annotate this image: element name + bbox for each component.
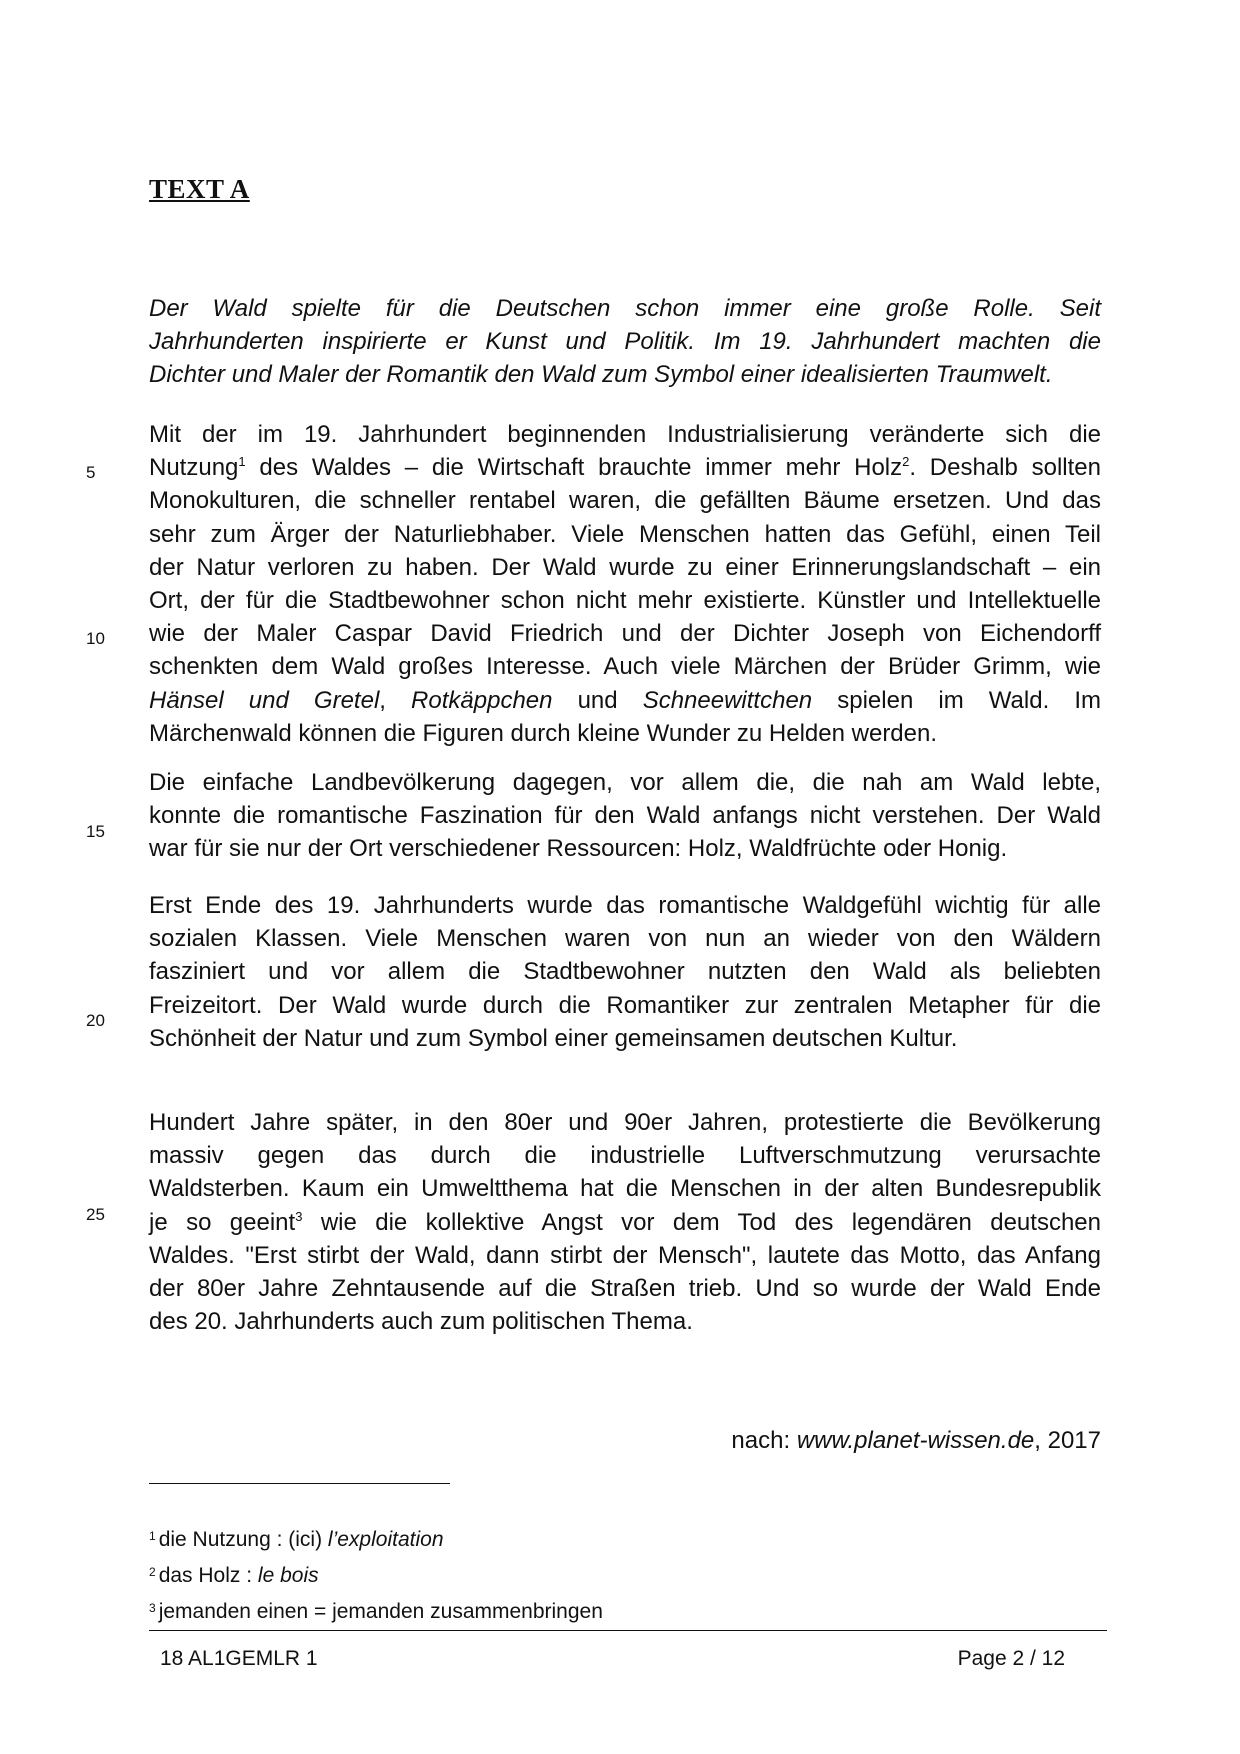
text-line: der 80er Jahre Zehntausende auf die Straßen trieb. Und so wurde der Wald Ende [149, 1274, 1101, 1302]
text-line: Ort, der für die Stadtbewohner schon nicht mehr existierte. Künstler und Intellektuelle [149, 586, 1101, 614]
fairy-tale-title: Rotkäppchen [411, 686, 553, 714]
page-title: TEXT A [149, 174, 250, 204]
text-line: Märchenwald können die Figuren durch kleine Wunder zu Helden werden. [149, 719, 938, 747]
exam-code: 18 AL1GEMLR 1 [160, 1647, 318, 1670]
paragraph-4 [149, 1106, 1101, 1338]
text-line: der Natur verloren zu haben. Der Wald wurde zu einer Erinnerungslandschaft – ein [149, 553, 1101, 581]
line-number: 25 [86, 1205, 105, 1224]
text-line: Waldes. "Erst stirbt der Wald, dann stirbt der Mensch", lautete das Motto, das Anfang [149, 1241, 1101, 1269]
text-line: Die einfache Landbevölkerung dagegen, vor allem die, die nah am Wald lebte, [149, 769, 1101, 796]
text-line: war für sie nur der Ort verschiedener Ressourcen: Holz, Waldfrüchte oder Honig. [149, 835, 1008, 863]
text-line: Waldsterben. Kaum ein Umweltthema hat die Menschen in der alten Bundesrepublik [149, 1175, 1101, 1203]
paragraph-1 [149, 418, 1101, 750]
line-number: 5 [86, 463, 96, 482]
text-line: wie der Maler Caspar David Friedrich und der Dichter Joseph von Eichendorff [149, 620, 1101, 648]
line-number: 15 [86, 822, 105, 841]
text-line: massiv gegen das durch die industrielle Luftverschmutzung verursachte [149, 1142, 1101, 1170]
source-citation: nach: www.planet-wissen.de, 2017 [731, 1427, 1101, 1454]
text-line: fasziniert und vor allem die Stadtbewohner nutzten den Wald als beliebten [149, 958, 1101, 986]
fairy-tale-title: Schneewittchen [642, 686, 813, 714]
source-link: www.planet-wissen.de [796, 1427, 1035, 1454]
text-line: Dichter und Maler der Romantik den Wald zum Symbol einer idealisierten Traumwelt. [149, 361, 1053, 389]
text-line: Freizeitort. Der Wald wurde durch die Romantiker zur zentralen Metapher für die [149, 991, 1101, 1019]
paragraph-3 [149, 889, 1101, 1055]
text-line: Jahrhunderten inspirierte er Kunst und Politik. Im 19. Jahrhundert machten die [149, 328, 1101, 356]
footer-divider [149, 1630, 1107, 1631]
text-line: Monokulturen, die schneller rentabel waren, die gefällten Bäume ersetzen. Und das [149, 487, 1101, 515]
text-line: Mit der im 19. Jahrhundert beginnenden Industrialisierung veränderte sich die [149, 421, 1101, 448]
footnote-ref: 2 [902, 454, 910, 470]
text-line: Hundert Jahre später, in den 80er und 90er Jahren, protestierte die Bevölkerung [149, 1109, 1101, 1136]
text-line: Nutzung$^1$ des Waldes – die Wirtschaft brauchte immer mehr Holz$^2$. Deshalb sollten [149, 454, 1102, 482]
footnote-ref: 1 [238, 454, 246, 470]
footnote: $^3$ jemanden einen = jemanden zusammenbringen [149, 1600, 603, 1623]
text-line: schenkten dem Wald großes Interesse. Auch viele Märchen der Brüder Grimm, wie [149, 653, 1101, 681]
footnote: $^1$ die Nutzung : (ici) l’exploitation [149, 1528, 444, 1551]
text-line: Hänsel und Gretel, Rotkäppchen und Schneewittchen spielen im Wald. Im [149, 686, 1101, 714]
footnote-divider [149, 1483, 450, 1484]
footnote-ref: 3 [295, 1208, 303, 1224]
page-number: Page 2 / 12 [957, 1647, 1065, 1670]
paragraph-2 [149, 766, 1101, 866]
footnote: $^2$ das Holz : le bois [149, 1564, 319, 1587]
text-line: je so geeint$^3$ wie die kollektive Angst vor dem Tod des legendären deutschen [149, 1208, 1101, 1236]
fairy-tale-title: Hänsel und Gretel [149, 686, 380, 714]
footnotes [149, 1520, 603, 1628]
intro-paragraph [149, 292, 1101, 392]
text-line: Der Wald spielte für die Deutschen schon immer eine große Rolle. Seit [149, 295, 1101, 322]
text-line: Erst Ende des 19. Jahrhunderts wurde das romantische Waldgefühl wichtig für alle [149, 892, 1101, 919]
text-line: Schönheit der Natur und zum Symbol einer gemeinsamen deutschen Kultur. [149, 1024, 958, 1052]
line-number: 20 [86, 1011, 105, 1030]
text-line: konnte die romantische Faszination für den Wald anfangs nicht verstehen. Der Wald [149, 802, 1101, 830]
text-line: sozialen Klassen. Viele Menschen waren von nun an wieder von den Wäldern [149, 925, 1101, 953]
text-line: sehr zum Ärger der Naturliebhaber. Viele Menschen hatten das Gefühl, einen Teil [149, 520, 1101, 548]
text-line: des 20. Jahrhunderts auch zum politischen Thema. [149, 1308, 693, 1336]
line-number: 10 [86, 629, 105, 648]
